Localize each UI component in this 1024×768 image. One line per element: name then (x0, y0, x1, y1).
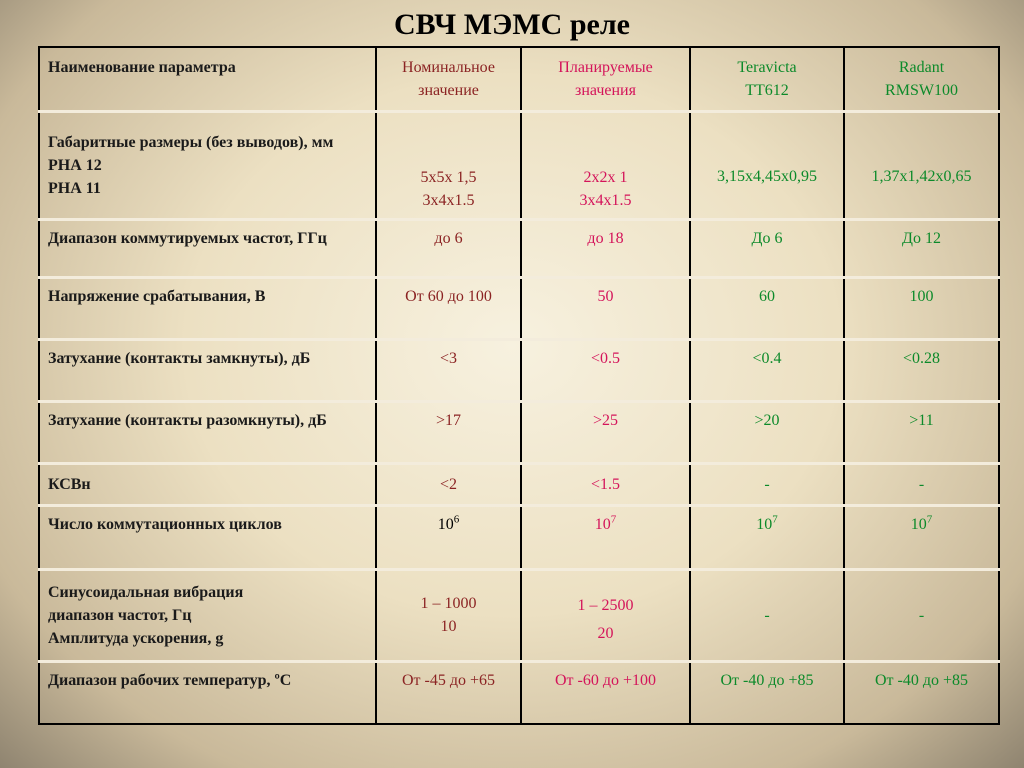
teravicta-cell: <0.4 (690, 339, 844, 401)
teravicta-cell: >20 (690, 401, 844, 463)
nominal-cell: до 6 (376, 219, 521, 277)
header-param: Наименование параметра (39, 47, 376, 111)
param-cell: Диапазон рабочих температур, ºС (39, 661, 376, 724)
value-text: 20 (597, 625, 614, 642)
nominal-cell (376, 569, 521, 661)
table-row (39, 661, 999, 724)
param-cell: Затухание (контакты разомкнуты), дБ (39, 401, 376, 463)
param-text: Амплитуда ускорения, g (48, 629, 224, 647)
value-text: 10 (910, 515, 927, 533)
param-cell (39, 569, 376, 661)
value-text: 10 (440, 618, 457, 635)
value-text: 10 (437, 515, 454, 533)
radant-cell (844, 505, 999, 569)
header-nominal: Номинальное значение (376, 47, 521, 111)
teravicta-cell: 60 (690, 277, 844, 339)
planned-cell: <0.5 (521, 339, 690, 401)
planned-cell (521, 505, 690, 569)
value-exponent: 6 (453, 513, 460, 526)
radant-cell: <0.28 (844, 339, 999, 401)
radant-cell: От -40 до +85 (874, 671, 969, 689)
value-text: 1 – 2500 (577, 597, 634, 614)
table-header-row (39, 47, 999, 111)
param-cell: Затухание (контакты замкнуты), дБ (39, 339, 376, 401)
param-text: Габаритные размеры (без выводов), мм (48, 133, 334, 151)
planned-cell: до 18 (521, 219, 690, 277)
nominal-cell (376, 111, 521, 219)
radant-cell: 1,37x1,42x0,65 (844, 111, 999, 219)
table-row (39, 277, 999, 339)
param-cell: Напряжение срабатывания, В (39, 277, 376, 339)
param-text: РНА 12 (48, 156, 102, 174)
teravicta-cell: - (690, 463, 844, 505)
teravicta-cell: 3,15x4,45x0,95 (690, 111, 844, 219)
teravicta-cell: До 6 (690, 219, 844, 277)
page-title: СВЧ МЭМС реле (394, 8, 630, 41)
radant-cell: 100 (844, 277, 999, 339)
table-row (39, 505, 999, 569)
header-teravicta-brand: Teravicta (737, 59, 797, 76)
table-row (39, 111, 999, 219)
planned-cell: 50 (521, 277, 690, 339)
value-text: 10 (594, 515, 611, 533)
param-text: РНА 11 (48, 179, 101, 197)
table-row (39, 219, 999, 277)
param-text: диапазон частот, Гц (48, 606, 192, 624)
param-cell (39, 111, 376, 219)
header-radant-brand: Radant (898, 59, 945, 76)
value-text: 10 (756, 515, 773, 533)
comparison-table (38, 46, 1000, 725)
nominal-cell: От -45 до +65 (376, 661, 521, 724)
planned-cell (521, 569, 690, 661)
value-text: 2x2x 1 (583, 168, 628, 186)
nominal-cell: >17 (376, 401, 521, 463)
planned-cell: <1.5 (521, 463, 690, 505)
planned-cell (521, 111, 690, 219)
param-cell: КСВн (39, 463, 376, 505)
header-planned: Планируемые значения (521, 47, 690, 111)
param-text: Синусоидальная вибрация (48, 583, 244, 601)
value-text: 5x5x 1,5 (420, 168, 477, 186)
value-text: 3x4x1.5 (422, 191, 475, 209)
planned-cell: От -60 до +100 (521, 661, 690, 724)
param-cell: Диапазон коммутируемых частот, ГГц (39, 219, 376, 277)
header-radant (844, 47, 999, 111)
table-row (39, 401, 999, 463)
radant-cell: >11 (844, 401, 999, 463)
value-text: 1 – 1000 (420, 595, 477, 612)
radant-cell: - (844, 569, 999, 661)
value-exponent: 7 (610, 513, 617, 526)
radant-cell: До 12 (844, 219, 999, 277)
teravicta-cell: От -40 до +85 (690, 661, 844, 724)
value-exponent: 7 (926, 513, 933, 526)
value-text: 3x4x1.5 (579, 191, 632, 209)
table-row (39, 463, 999, 505)
header-radant-model: RMSW100 (885, 82, 958, 99)
table-row (39, 339, 999, 401)
nominal-cell (376, 505, 521, 569)
planned-cell: >25 (521, 401, 690, 463)
header-teravicta-model: TT612 (745, 82, 789, 99)
radant-cell: - (844, 463, 999, 505)
value-exponent: 7 (772, 513, 778, 526)
teravicta-cell (690, 505, 844, 569)
nominal-cell: От 60 до 100 (376, 277, 521, 339)
teravicta-cell: - (690, 569, 844, 661)
table-row (39, 569, 999, 661)
nominal-cell: <3 (376, 339, 521, 401)
param-cell: Число коммутационных циклов (39, 505, 376, 569)
nominal-cell: <2 (376, 463, 521, 505)
header-teravicta (690, 47, 844, 111)
